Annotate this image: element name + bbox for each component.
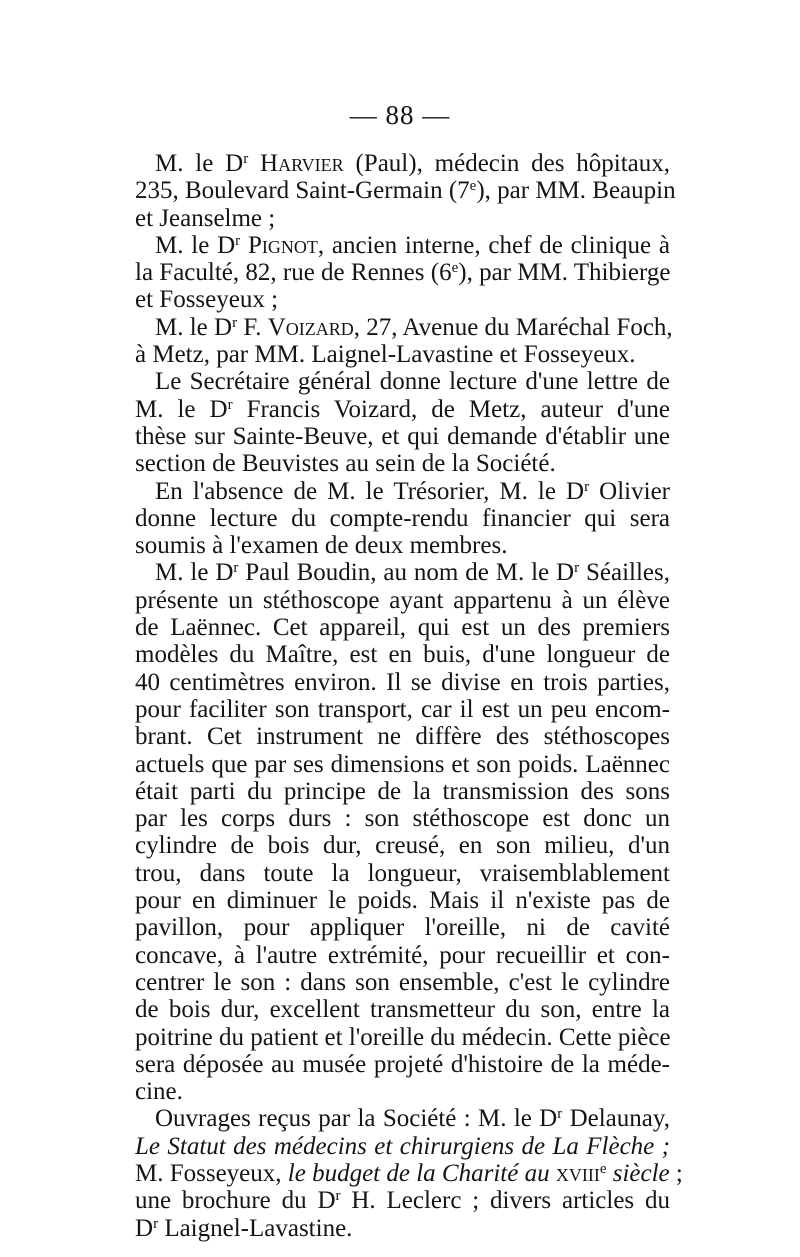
text-line [135, 259, 670, 286]
text-run: ), par MM. Thibierge [458, 259, 671, 287]
text-line [135, 1215, 670, 1242]
text-run: une brochure du D [135, 1187, 336, 1215]
superscript: r [227, 396, 233, 413]
text-run: pavillon, pour appliquer l'oreille, ni de cavité [135, 914, 670, 942]
text-line [135, 177, 676, 205]
text-run: à Metz, par MM. Laignel-Lavastine et Fosseyeux. [135, 341, 636, 369]
text-line [135, 1024, 670, 1051]
superscript: r [235, 232, 241, 249]
text-line [135, 669, 670, 696]
text-run: Le Statut des médecins et chirurgiens de La Flèche ; [135, 1132, 670, 1160]
superscript: r [243, 150, 249, 167]
text-run: pour en diminuer le poids. Mais il n'existe pas de [135, 887, 670, 915]
text-run: modèles du Maître, est en buis, d'une longueur de [135, 641, 670, 669]
superscript: e [451, 259, 459, 276]
page-number: — 88 — [349, 100, 451, 130]
text-run: par les corps durs : son stéthoscope est donc un [135, 805, 670, 833]
text-line [135, 341, 670, 368]
text-run: cine. [135, 1078, 183, 1106]
text-run: (Paul), médecin des hôpitaux, [343, 150, 671, 177]
text-run: de bois dur, excellent transmetteur du son, entre la [135, 996, 670, 1024]
superscript: r [232, 314, 238, 331]
text-run: M. le D [155, 313, 233, 341]
text-run: donne lecture du compte-rendu financier qui sera [135, 504, 670, 532]
text-run: actuels que par ses dimensions et son poids. Laënnec [135, 750, 670, 778]
text-line [135, 423, 670, 450]
text-run: soumis à l'examen de deux membres. [135, 532, 508, 560]
text-line [135, 1133, 670, 1160]
text-run: H. Leclerc ; divers articles du [340, 1187, 671, 1215]
text-run: Paul Boudin, au nom de M. le D [238, 559, 575, 587]
text-run: Ouvrages reçus par la Société : M. le D [155, 1105, 558, 1133]
text-run: 40 centimètres environ. Il se divise en trois parties, [135, 668, 670, 696]
text-line [135, 1105, 670, 1132]
text-run: et Jeanselme ; [135, 204, 276, 232]
superscript: r [233, 560, 239, 577]
text-run: F. [237, 313, 268, 341]
body-text [135, 150, 683, 1242]
text-run: la Faculté, 82, rue de Rennes (6 [135, 259, 452, 287]
text-run: En l'absence de M. le Trésorier, M. le D [155, 477, 585, 505]
text-line [135, 587, 670, 614]
text-run: Pignot [247, 231, 318, 259]
text-run: thèse sur Sainte-Beuve, et qui demande d'établir une [135, 422, 670, 450]
text-line [135, 942, 670, 969]
superscript: r [557, 1106, 563, 1123]
text-run: pour faciliter son transport, car il est un peu encom- [135, 695, 670, 723]
text-run: ), par MM. Beaupin [476, 177, 676, 205]
text-line [135, 1187, 670, 1214]
text-line [135, 751, 670, 778]
text-run: D [135, 1214, 154, 1242]
text-line [135, 887, 670, 914]
text-run: M. le D [135, 395, 228, 423]
text-line [135, 559, 670, 586]
text-line [135, 614, 670, 641]
text-run: Voizard [267, 313, 354, 341]
text-run: Olivier [589, 477, 670, 505]
text-line [135, 860, 670, 887]
text-line [135, 805, 670, 832]
text-run: cylindre de bois dur, creusé, en son milieu, d'un [135, 832, 670, 860]
text-run: , 27, Avenue du Maréchal Foch, [353, 313, 673, 341]
text-line [135, 1159, 683, 1187]
superscript: e [469, 178, 477, 195]
text-line [135, 150, 670, 177]
text-line [135, 478, 670, 505]
superscript: e [599, 1160, 607, 1177]
text-run: M. le D [155, 559, 234, 587]
text-run: M. Fosseyeux, [135, 1159, 288, 1187]
text-line [135, 368, 670, 395]
text-run: 235, Boulevard Saint-Germain (7 [135, 177, 470, 205]
text-run: sera déposée au musée projeté d'histoire de la méde- [135, 1050, 670, 1078]
text-run: concave, à l'autre extrémité, pour recueillir et con- [135, 941, 670, 969]
text-run: Séailles, [579, 559, 671, 587]
text-run: brant. Cet instrument ne diffère des stéthoscopes [135, 723, 670, 751]
text-run: section de Beuvistes au sein de la Société. [135, 450, 556, 478]
text-line [135, 313, 673, 341]
text-run: le budget de la Charité au [287, 1159, 550, 1187]
text-run: Laignel-Lavastine. [158, 1214, 353, 1242]
text-run: de Laënnec. Cet appareil, qui est un des premiers [135, 614, 670, 642]
text-run: poitrine du patient et l'oreille du médecin. Cette pièce [135, 1023, 671, 1051]
text-run: ; [669, 1159, 683, 1187]
text-run: et Fosseyeux ; [135, 286, 279, 314]
superscript: r [153, 1215, 159, 1232]
text-run [240, 232, 248, 259]
text-line [135, 996, 670, 1023]
text-line [135, 396, 670, 423]
text-line [135, 205, 670, 232]
text-line [135, 723, 670, 750]
text-run: M. le D [155, 231, 236, 259]
text-line [135, 1078, 670, 1105]
text-line [135, 450, 670, 477]
text-run: était parti du principe de la transmission des sons [135, 777, 670, 805]
text-run: M. le D [155, 150, 244, 177]
text-line [135, 969, 670, 996]
text-run: trou, dans toute la longueur, vraisemblablement [135, 859, 670, 887]
text-line [135, 532, 670, 559]
text-run: siècle [612, 1159, 670, 1187]
superscript: r [574, 560, 580, 577]
text-line [135, 778, 670, 805]
text-line [135, 832, 670, 859]
text-run: , ancien interne, chef de clinique à [317, 231, 671, 259]
text-run: Harvier [260, 150, 344, 177]
text-run [248, 150, 260, 177]
text-line [135, 696, 670, 723]
text-run: Le Secrétaire général donne lecture d'une lettre de [155, 368, 670, 396]
text-line [135, 505, 670, 532]
text-line [135, 641, 670, 668]
text-line [135, 232, 670, 259]
text-line [135, 914, 670, 941]
text-line [135, 286, 670, 313]
superscript: r [335, 1188, 341, 1205]
text-run: présente un stéthoscope ayant appartenu à un élève [135, 586, 670, 614]
text-run: xviii [555, 1159, 600, 1187]
text-line [135, 1051, 670, 1078]
text-run: centrer le son : dans son ensemble, c'est le cylindre [135, 968, 670, 996]
text-run: Francis Voizard, de Metz, auteur d'une [232, 395, 671, 423]
text-run: Delaunay, [562, 1105, 670, 1133]
superscript: r [584, 478, 590, 495]
